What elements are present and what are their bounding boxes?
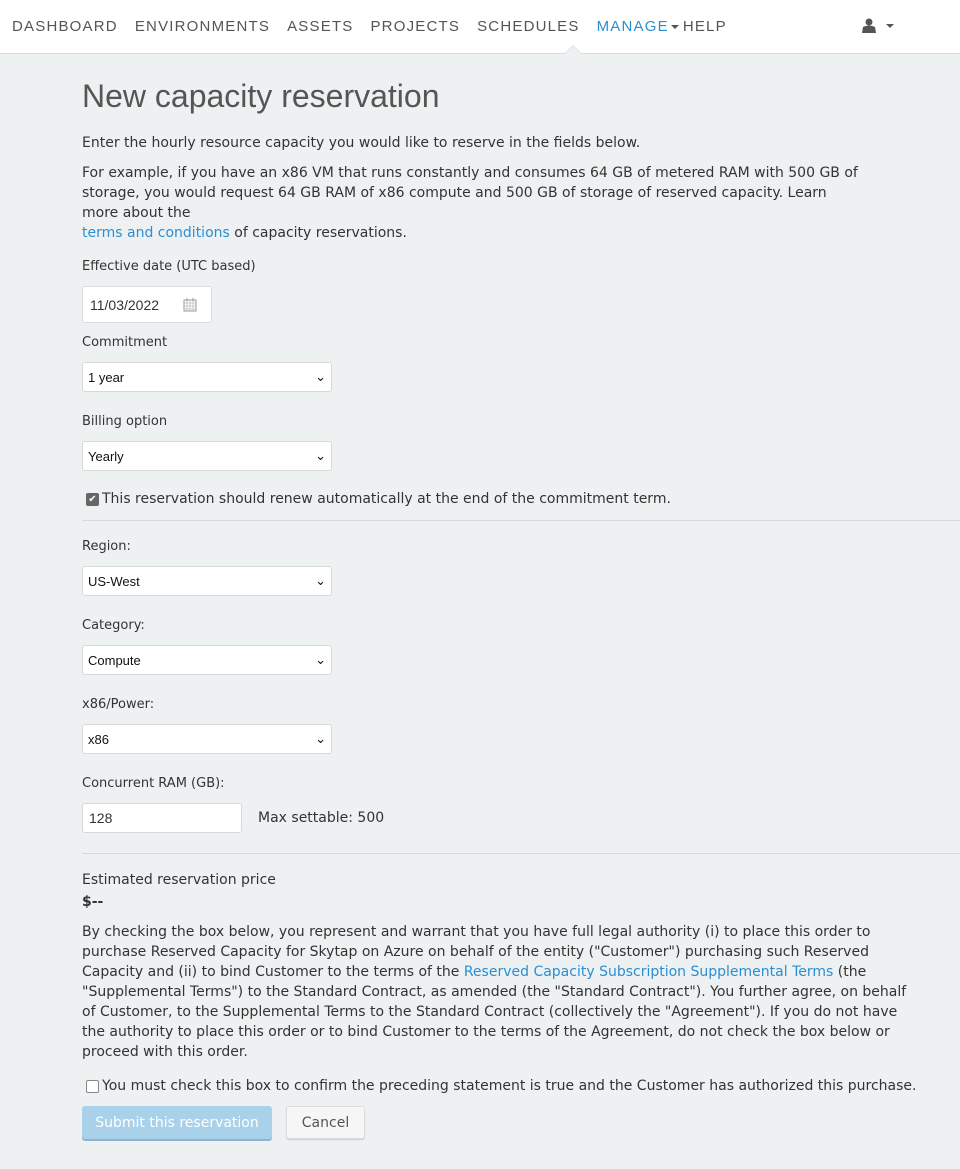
top-nav bbox=[0, 0, 960, 54]
arch-label: x86/Power: bbox=[82, 697, 155, 712]
example-body: For example, if you have an x86 VM that runs constantly and consumes 64 GB of metered RAM with 500 GB of storage, you would request 64 GB RAM of x86 compute and 500 GB of storage of reserved capacity. Learn more about the bbox=[82, 165, 858, 221]
active-pointer bbox=[564, 45, 582, 54]
user-icon bbox=[862, 18, 876, 33]
nav-projects[interactable]: PROJECTS bbox=[370, 18, 461, 35]
renew-label: This reservation should renew automatically at the end of the commitment term. bbox=[102, 491, 671, 507]
example-end: of capacity reservations. bbox=[229, 225, 407, 241]
submit-button[interactable]: Submit this reservation bbox=[82, 1106, 272, 1139]
billing-label: Billing option bbox=[82, 414, 168, 429]
nav-manage[interactable] bbox=[597, 18, 679, 35]
page-title: New capacity reservation bbox=[82, 78, 440, 114]
renew-checkbox[interactable]: ✔ bbox=[86, 493, 99, 506]
chevron-down-icon: ⌄ bbox=[315, 448, 326, 463]
billing-value: Yearly bbox=[88, 448, 124, 464]
billing-select[interactable] bbox=[82, 441, 332, 471]
commitment-select[interactable] bbox=[82, 362, 332, 392]
chevron-down-icon: ⌄ bbox=[315, 369, 326, 384]
category-label: Category: bbox=[82, 618, 145, 633]
price-value: $-- bbox=[82, 894, 104, 910]
ram-max-text: Max settable: 500 bbox=[258, 810, 385, 826]
commitment-label: Commitment bbox=[82, 335, 168, 350]
user-menu[interactable] bbox=[862, 18, 894, 33]
caret-down-icon bbox=[886, 24, 894, 28]
chevron-down-icon: ⌄ bbox=[315, 652, 326, 667]
ram-label: Concurrent RAM (GB): bbox=[82, 776, 225, 791]
category-select[interactable] bbox=[82, 645, 332, 675]
price-label: Estimated reservation price bbox=[82, 872, 276, 888]
nav-dashboard[interactable]: DASHBOARD bbox=[12, 18, 118, 35]
terms-link[interactable]: terms and conditions bbox=[82, 225, 230, 241]
ram-input[interactable]: 128 bbox=[82, 803, 242, 833]
confirm-checkbox[interactable] bbox=[86, 1080, 99, 1093]
nav-environments[interactable]: ENVIRONMENTS bbox=[134, 18, 271, 35]
arch-value: x86 bbox=[88, 731, 109, 747]
region-label: Region: bbox=[82, 539, 131, 554]
cancel-button[interactable]: Cancel bbox=[286, 1106, 365, 1139]
date-input[interactable] bbox=[82, 286, 212, 323]
supplemental-terms-link[interactable]: Reserved Capacity Subscription Supplemental Terms bbox=[463, 964, 834, 980]
nav-manage-label: MANAGE bbox=[596, 18, 669, 35]
date-value: 11/03/2022 bbox=[90, 296, 160, 313]
nav-assets[interactable]: ASSETS bbox=[287, 18, 354, 35]
nav-help[interactable]: HELP bbox=[682, 18, 727, 35]
confirm-label: You must check this box to confirm the preceding statement is true and the Customer has authorized this purchase. bbox=[102, 1078, 917, 1094]
region-value: US-West bbox=[88, 573, 140, 589]
calendar-icon[interactable] bbox=[183, 298, 197, 312]
legal-text bbox=[82, 922, 912, 1062]
region-select[interactable] bbox=[82, 566, 332, 596]
renew-checkbox-row[interactable] bbox=[86, 491, 960, 507]
commitment-value: 1 year bbox=[88, 369, 125, 385]
arch-select[interactable] bbox=[82, 724, 332, 754]
example-text bbox=[82, 163, 862, 243]
chevron-down-icon: ⌄ bbox=[315, 731, 326, 746]
category-value: Compute bbox=[88, 652, 141, 668]
legal-part1: By checking the box below, you represent and warrant that you have full legal authority (i) to place this order to purchase Reserved Capacity for Skytap on Azure on behalf of the entity ("Customer") purchasing such Reserved Capacity and (ii) to bind Customer to the terms of the bbox=[82, 924, 871, 980]
confirm-checkbox-row[interactable] bbox=[86, 1078, 960, 1094]
intro-text: Enter the hourly resource capacity you would like to reserve in the fields below. bbox=[82, 135, 641, 151]
date-label: Effective date (UTC based) bbox=[82, 259, 256, 274]
legal-part2: (the "Supplemental Terms") to the Standard Contract, as amended (the "Standard Contract"). You further agree, on behalf of Customer, to the Supplemental Terms to the Standard Contract (collectively the "Agreement"). If you do not have the authority to place this order or to bind Customer to the terms of the Agreement, do not check the box below or proceed with this order. bbox=[82, 964, 907, 1060]
caret-down-icon bbox=[671, 25, 679, 29]
nav-schedules[interactable]: SCHEDULES bbox=[477, 18, 580, 35]
chevron-down-icon: ⌄ bbox=[315, 573, 326, 588]
